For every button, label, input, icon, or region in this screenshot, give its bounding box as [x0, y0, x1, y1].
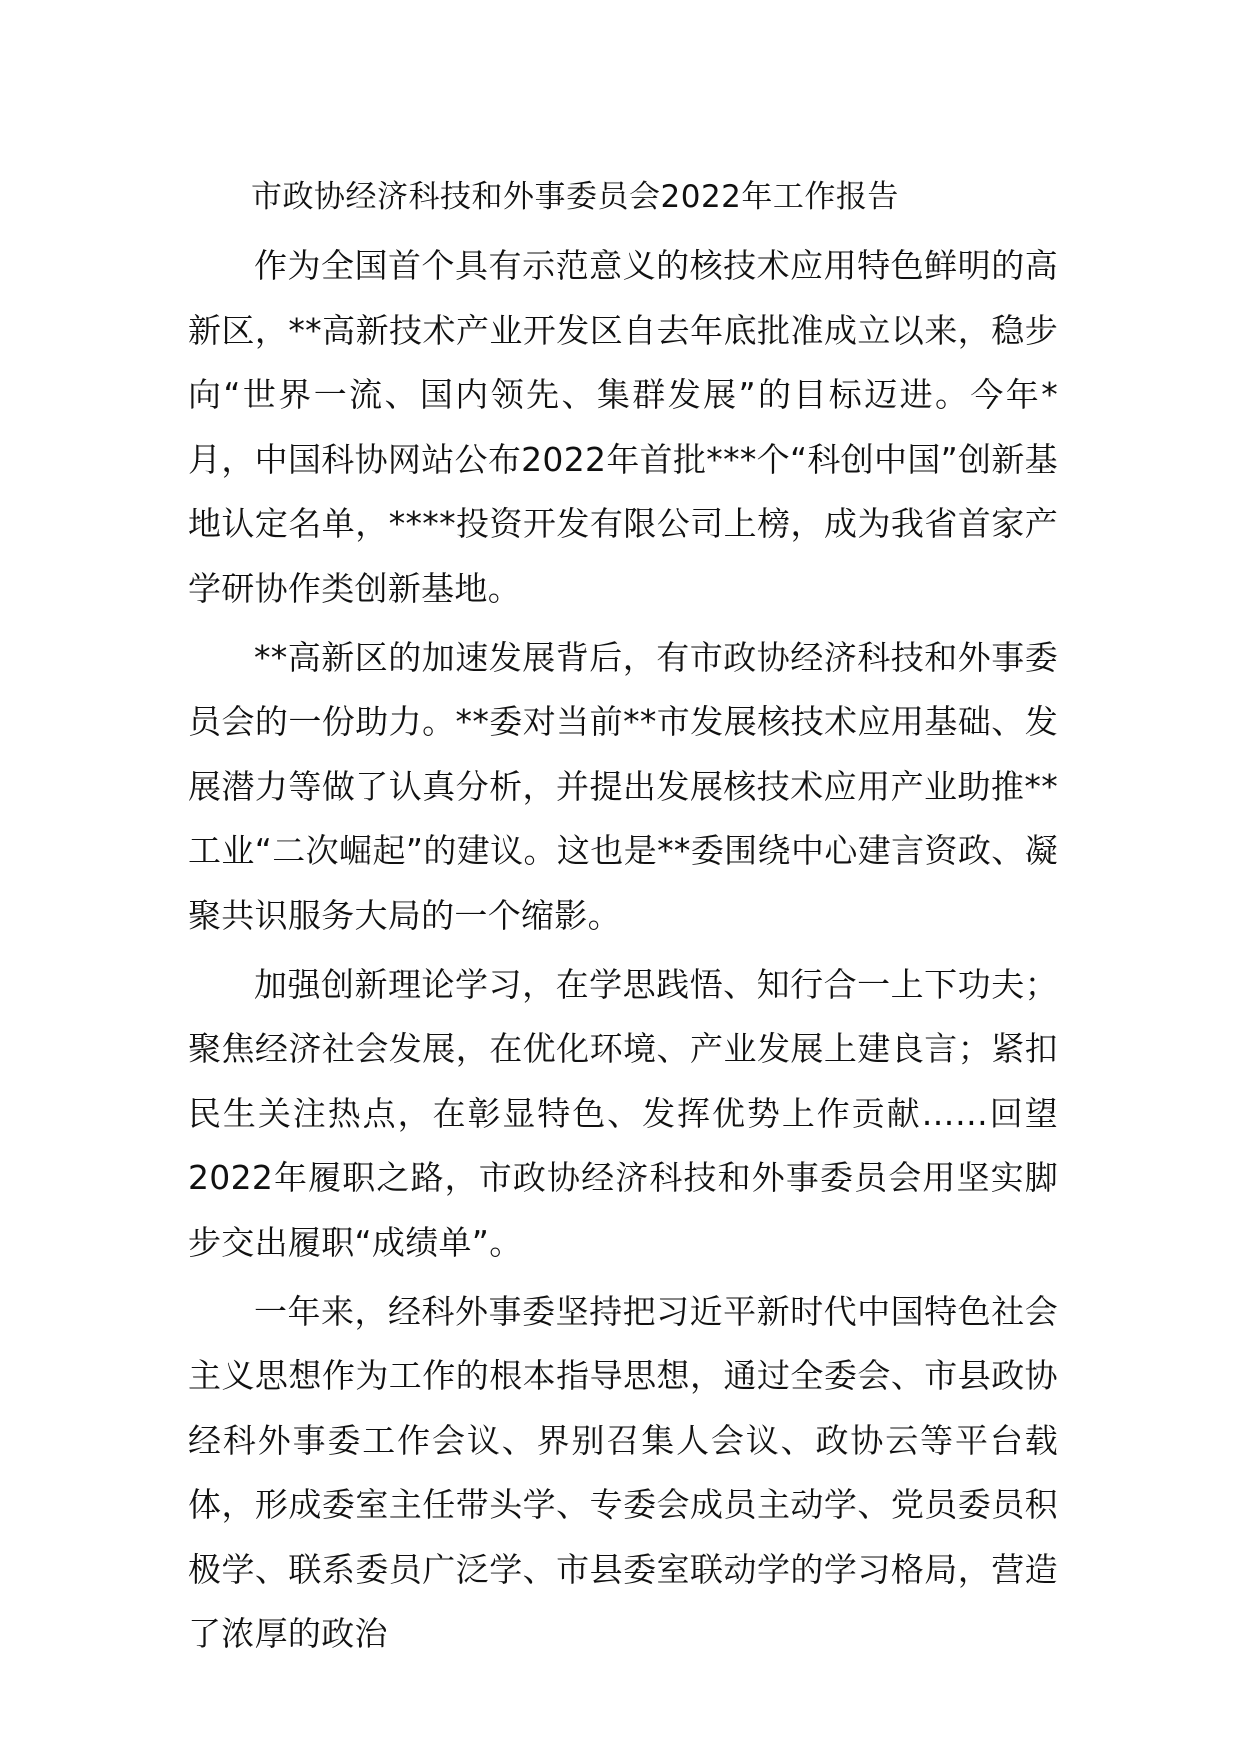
paragraph-1: 作为全国首个具有示范意义的核技术应用特色鲜明的高新区，**高新技术产业开发区自去年底批准成立以来，稳步向“世界一流、国内领先、集群发展”的目标迈进。今年*月，中国科协网站公布2022年首批***个“科创中国”创新基地认定名单，****投资开发有限公司上榜，成为我省首家产学研协作类创新基地。	[188, 246, 1058, 608]
paragraph-4: 一年来，经科外事委坚持把习近平新时代中国特色社会主义思想作为工作的根本指导思想，通过全委会、市县政协经科外事委工作会议、界别召集人会议、政协云等平台载体，形成委室主任带头学、专委会成员主动学、党员委员积极学、联系委员广泛学、市县委室联动学的学习格局，营造了浓厚的政治	[188, 1291, 1058, 1654]
paragraph-3: 加强创新理论学习，在学思践悟、知行合一上下功夫；聚焦经济社会发展，在优化环境、产业发展上建良言；紧扣民生关注热点，在彰显特色、发挥优势上作贡献……回望2022年履职之路，市政协经济科技和外事委员会用坚实脚步交出履职“成绩单”。	[188, 964, 1058, 1262]
paragraph-2: **高新区的加速发展背后，有市政协经济科技和外事委员会的一份助力。**委对当前**市发展核技术应用基础、发展潜力等做了认真分析，并提出发展核技术应用产业助推**工业“二次崛起”的建议。这也是**委围绕中心建言资政、凝聚共识服务大局的一个缩影。	[188, 637, 1058, 935]
document-title: 市政协经济科技和外事委员会2022年工作报告	[251, 179, 899, 215]
document-body	[188, 234, 1058, 1667]
